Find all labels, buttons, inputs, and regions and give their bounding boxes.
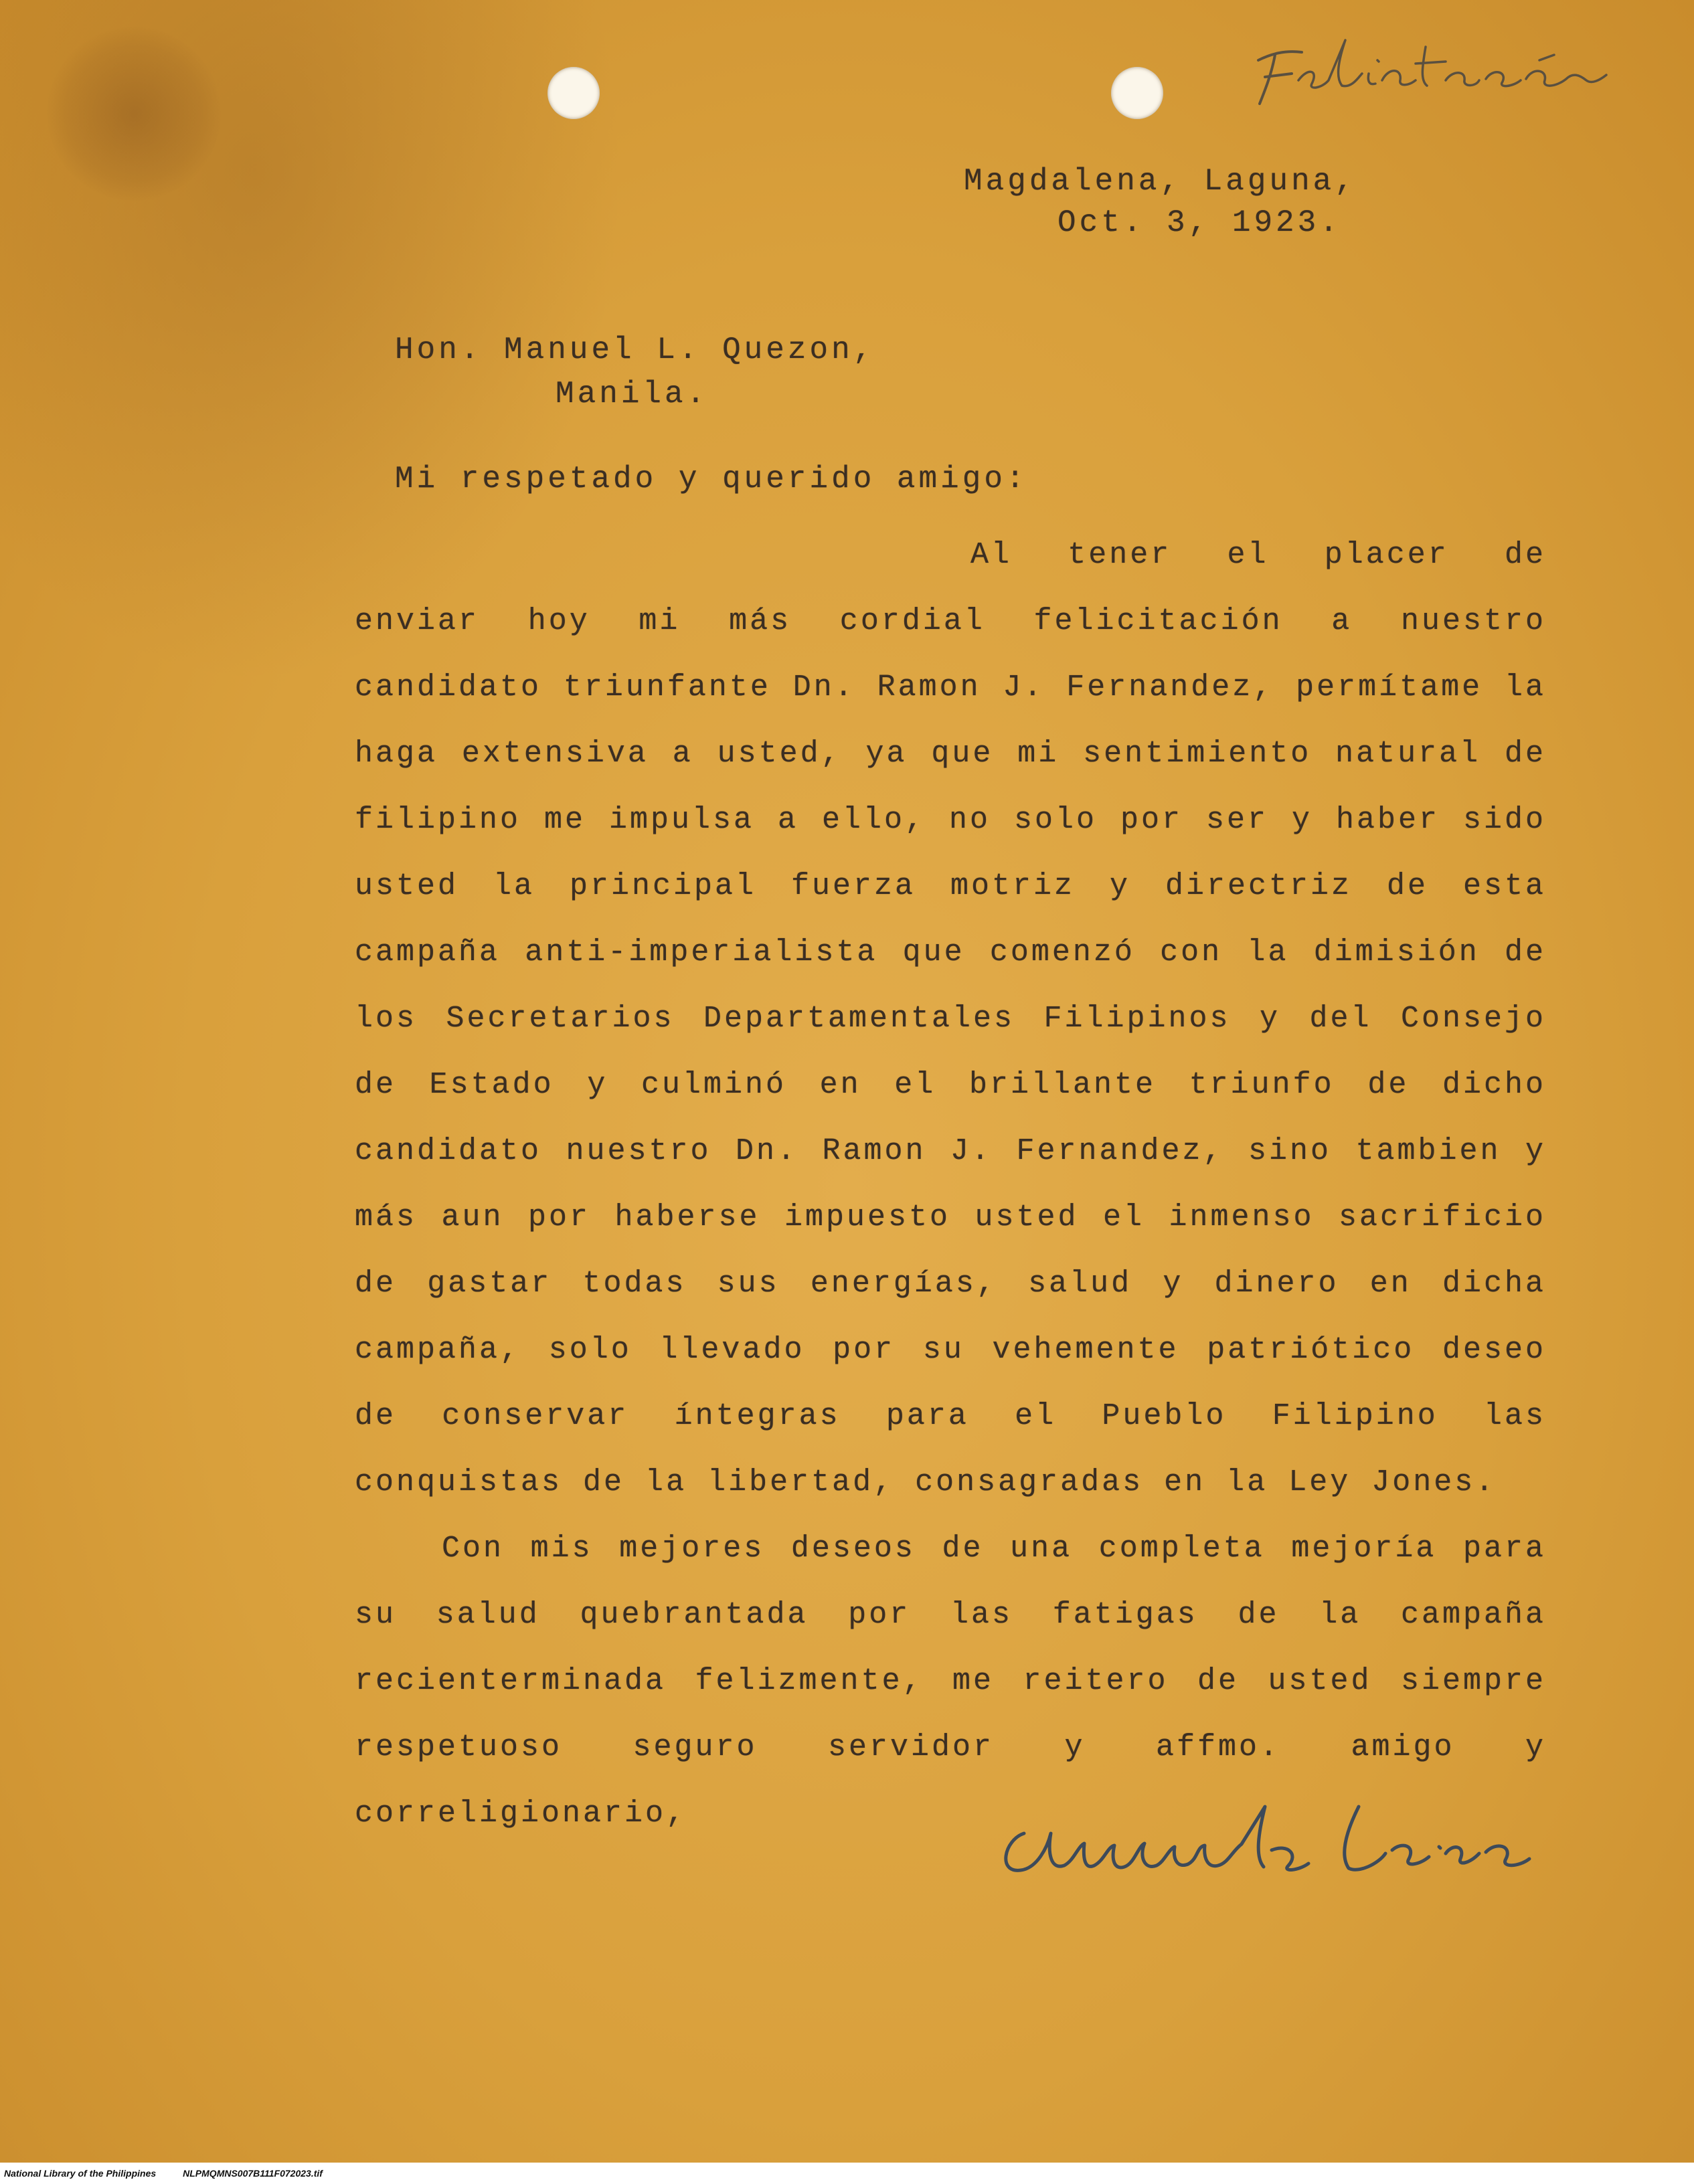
punch-hole-left <box>547 67 600 119</box>
dateline-date: Oct. 3, 1923. <box>1057 205 1341 240</box>
addressee-name: Hon. Manuel L. Quezon, <box>395 333 875 367</box>
signature-text: Ananias Laico <box>984 1899 989 1900</box>
dateline <box>964 161 1365 244</box>
letter-body <box>355 522 1546 1847</box>
addressee-block <box>395 328 875 416</box>
footer-library: National Library of the Philippines <box>4 2168 157 2179</box>
body-paragraph-1: Al tener el placer de enviar hoy mi más cordial felicitación a nuestro candidato triunfante Dn. Ramon J. Fernandez, permítame la haga extensiva a usted, ya que mi sentimiento natural de filipino me impulsa a ello, no solo por ser y haber sido usted la principal fuerza motriz y directriz de esta campaña anti-imperialista que comenzó con la dimisión de los Secretarios Departamentales Filipinos y del Consejo de Estado y culminó en el brillante triunfo de dicho candidato nuestro Dn. Ramon J. Fernandez, sino tambien y más aun por haberse impuesto usted el inmenso sacrificio de gastar todas sus energías, salud y dinero en dicha campaña, solo llevado por su vehemente patriótico deseo de conservar íntegras para el Pueblo Filipino las conquistas de la libertad, consagradas en la Ley Jones. <box>355 538 1546 1499</box>
paper-stain <box>47 27 221 201</box>
footer-bar <box>0 2163 1694 2184</box>
handwritten-note <box>1245 13 1620 114</box>
footer-file-id: NLPMQMNS007B111F072023.tif <box>183 2168 323 2179</box>
signature <box>984 1780 1546 1900</box>
dateline-place: Magdalena, Laguna, <box>964 164 1357 199</box>
punch-hole-right <box>1111 67 1163 119</box>
addressee-city: Manila. <box>556 377 709 412</box>
salutation: Mi respetado y querido amigo: <box>395 462 1028 496</box>
body-paragraph-2: Con mis mejores deseos de una completa mejoría para su salud quebrantada por las fatigas de la campaña recienterminada felizmente, me reitero de usted siempre respetuoso seguro servidor y affmo. amigo y correligionario, <box>355 1532 1546 1831</box>
handwritten-note-text: Felicitación <box>1245 110 1250 111</box>
